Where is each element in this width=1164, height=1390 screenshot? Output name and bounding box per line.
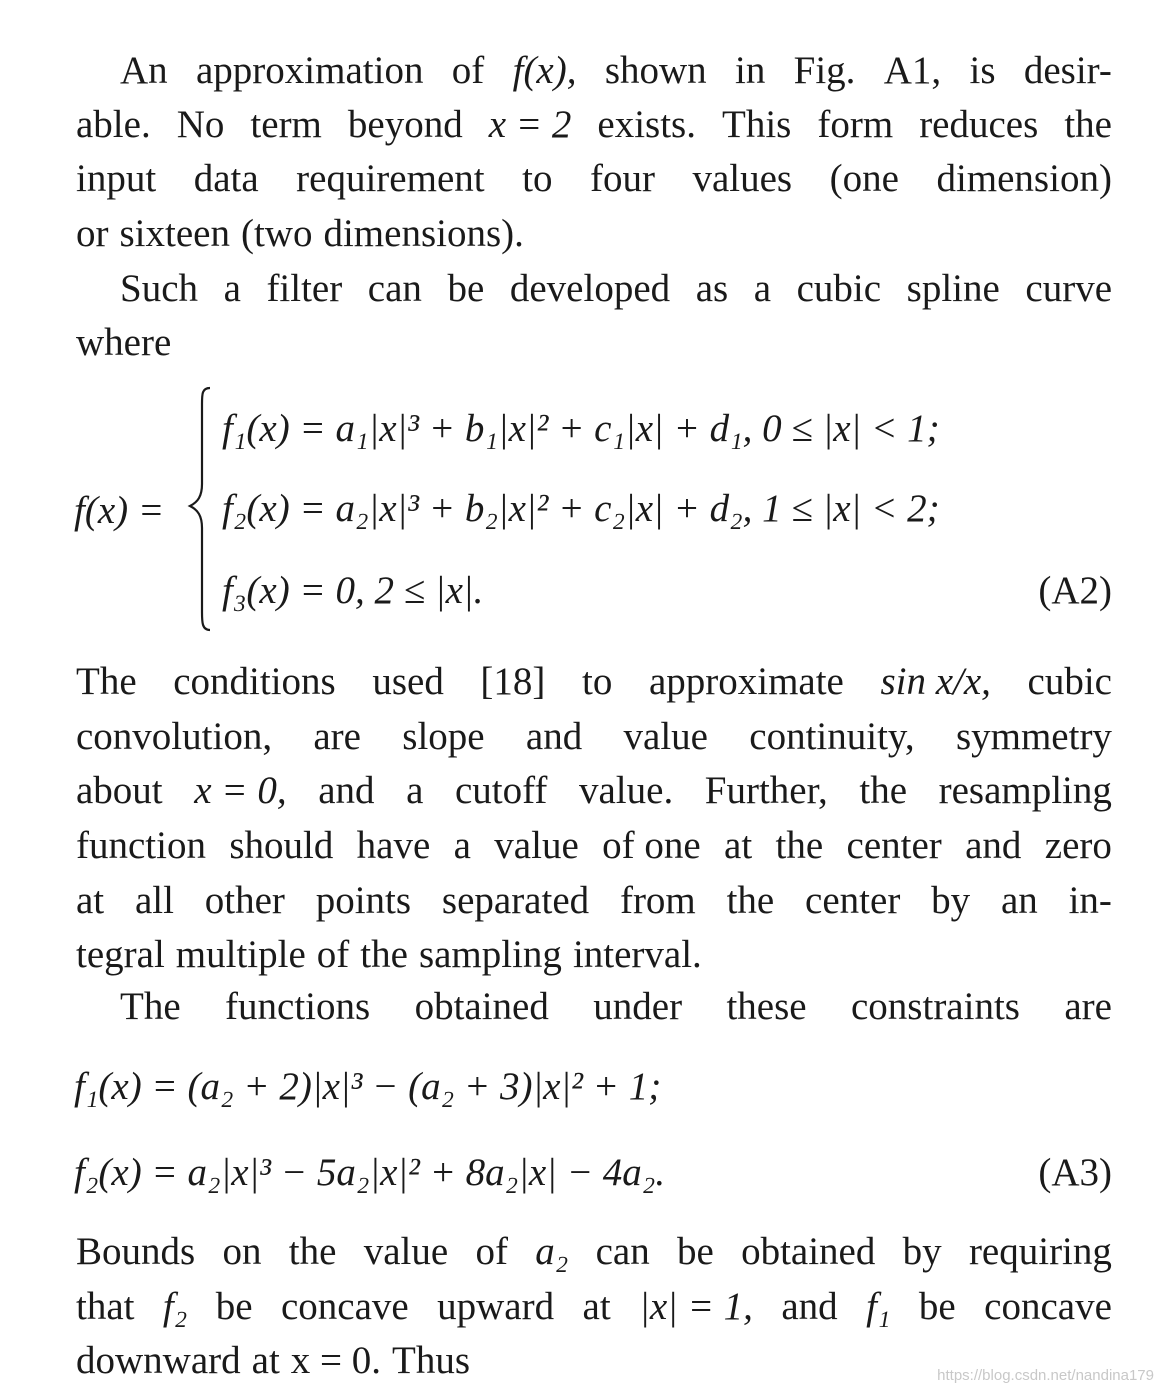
equation-a2-lhs: f(x) = bbox=[74, 489, 165, 532]
paragraph-1-line-1 bbox=[120, 44, 1112, 98]
word: value bbox=[623, 715, 708, 758]
word: sixteen bbox=[119, 212, 230, 255]
paragraph-5-line-2 bbox=[76, 1280, 1112, 1334]
equation-a2-case-1: f₁(x) = a₁|x|³ + b₁|x|² + c₁|x| + d₁, 0 ≤ |x| < 1; bbox=[222, 407, 940, 450]
word: in bbox=[734, 49, 766, 92]
word: should bbox=[229, 824, 334, 867]
paragraph-3-line-3 bbox=[76, 764, 1112, 818]
word: dimensions). bbox=[323, 212, 524, 255]
word: approximate bbox=[648, 660, 844, 703]
word: A1, bbox=[883, 49, 942, 92]
word: The bbox=[76, 660, 137, 703]
word: be bbox=[215, 1285, 253, 1328]
word: (one bbox=[829, 157, 899, 200]
word: the bbox=[288, 1230, 337, 1273]
word: or bbox=[76, 212, 109, 255]
equation-a3-line-1: f₁(x) = (a₂ + 2)|x|³ − (a₂ + 3)|x|² + 1; bbox=[74, 1065, 662, 1108]
word: be bbox=[918, 1285, 956, 1328]
equation-a2-number: (A2) bbox=[1038, 569, 1112, 612]
word: The bbox=[120, 985, 181, 1028]
word: Further, bbox=[704, 769, 828, 812]
word: cutoff bbox=[454, 769, 548, 812]
word: can bbox=[367, 267, 422, 310]
word: input bbox=[76, 157, 157, 200]
watermark: https://blog.csdn.net/nandina179 bbox=[937, 1367, 1154, 1384]
word: of bbox=[451, 49, 485, 92]
word: able. bbox=[76, 103, 151, 146]
paragraph-3-line-6 bbox=[76, 928, 1112, 982]
word: curve bbox=[1025, 267, 1112, 310]
word: be bbox=[447, 267, 485, 310]
paragraph-3-line-2 bbox=[76, 710, 1112, 764]
word: at bbox=[251, 1339, 280, 1382]
word: slope bbox=[402, 715, 485, 758]
word: that bbox=[76, 1285, 135, 1328]
word: This bbox=[722, 103, 792, 146]
word: |x| = 1, bbox=[639, 1285, 753, 1328]
word: of bbox=[475, 1230, 508, 1273]
word: separated bbox=[441, 879, 590, 922]
word: on bbox=[222, 1230, 262, 1273]
word: requiring bbox=[968, 1230, 1112, 1273]
word: tegral bbox=[76, 933, 165, 976]
equation-a2-case-3: f₃(x) = 0, 2 ≤ |x|. bbox=[222, 569, 484, 612]
word: value. bbox=[578, 769, 674, 812]
word: center bbox=[805, 879, 901, 922]
word: multiple bbox=[175, 933, 306, 976]
word: Such bbox=[120, 267, 198, 310]
word: sampling bbox=[418, 933, 562, 976]
word: dimension) bbox=[936, 157, 1112, 200]
word: about bbox=[76, 769, 163, 812]
word: symmetry bbox=[955, 715, 1112, 758]
word: f(x), bbox=[512, 49, 577, 92]
word: spline bbox=[906, 267, 1000, 310]
word: requirement bbox=[296, 157, 485, 200]
word: where bbox=[76, 321, 172, 364]
paragraph-2-line-2 bbox=[76, 316, 1112, 370]
word: a bbox=[753, 267, 772, 310]
word: are bbox=[1064, 985, 1112, 1028]
word: [18] bbox=[480, 660, 546, 703]
word: the bbox=[360, 933, 408, 976]
word: x = 0. bbox=[290, 1339, 382, 1382]
paragraph-3-line-1 bbox=[76, 655, 1112, 709]
word: and bbox=[781, 1285, 838, 1328]
word: these bbox=[726, 985, 807, 1028]
word: An bbox=[120, 49, 168, 92]
word: developed bbox=[509, 267, 671, 310]
word: the bbox=[1064, 103, 1112, 146]
word: x = 2 bbox=[488, 103, 572, 146]
word: all bbox=[134, 879, 174, 922]
word: zero bbox=[1044, 824, 1112, 867]
word: other bbox=[204, 879, 285, 922]
word: an bbox=[1000, 879, 1038, 922]
word: approximation bbox=[196, 49, 424, 92]
word: at bbox=[582, 1285, 611, 1328]
word: center bbox=[846, 824, 942, 867]
paragraph-2-line-1 bbox=[120, 262, 1112, 316]
word: No bbox=[176, 103, 225, 146]
word: values bbox=[692, 157, 793, 200]
word: concave bbox=[280, 1285, 409, 1328]
word: a bbox=[453, 824, 471, 867]
word: the bbox=[859, 769, 908, 812]
word: (two bbox=[240, 212, 313, 255]
word: filter bbox=[266, 267, 343, 310]
word: sin x/x, bbox=[880, 660, 991, 703]
word: have bbox=[356, 824, 431, 867]
word: Thus bbox=[392, 1339, 471, 1382]
word: four bbox=[589, 157, 655, 200]
word: convolution, bbox=[76, 715, 273, 758]
paragraph-1-line-3 bbox=[76, 152, 1112, 206]
word: concave bbox=[984, 1285, 1112, 1328]
word: data bbox=[193, 157, 259, 200]
equation-a3-line-2: f₂(x) = a₂|x|³ − 5a₂|x|² + 8a₂|x| − 4a₂. bbox=[74, 1151, 666, 1194]
word: upward bbox=[437, 1285, 555, 1328]
word: and bbox=[318, 769, 375, 812]
word: the bbox=[726, 879, 775, 922]
word: functions bbox=[225, 985, 371, 1028]
word: value bbox=[494, 824, 579, 867]
word: downward bbox=[76, 1339, 241, 1382]
word: obtained bbox=[741, 1230, 876, 1273]
word: shown bbox=[604, 49, 707, 92]
word: cubic bbox=[796, 267, 882, 310]
word: as bbox=[695, 267, 729, 310]
word: interval. bbox=[572, 933, 702, 976]
paragraph-5-line-1 bbox=[76, 1225, 1112, 1279]
paragraph-4-line-1 bbox=[120, 980, 1112, 1034]
word: by bbox=[931, 879, 971, 922]
word: f₂ bbox=[162, 1285, 188, 1328]
word: conditions bbox=[173, 660, 336, 703]
word: a bbox=[223, 267, 241, 310]
word: under bbox=[593, 985, 683, 1028]
word: at bbox=[76, 879, 105, 922]
word: continuity, bbox=[749, 715, 915, 758]
word: resampling bbox=[938, 769, 1112, 812]
word: in- bbox=[1068, 879, 1112, 922]
word: from bbox=[619, 879, 696, 922]
word: Bounds bbox=[76, 1230, 196, 1273]
paragraph-1-line-4 bbox=[76, 207, 1112, 261]
word: reduces bbox=[919, 103, 1039, 146]
word: Fig. bbox=[793, 49, 856, 92]
word: and bbox=[965, 824, 1022, 867]
paragraph-3-line-4 bbox=[76, 819, 1112, 873]
word: used bbox=[372, 660, 444, 703]
word: beyond bbox=[347, 103, 463, 146]
word: x = 0, bbox=[194, 769, 287, 812]
word: to bbox=[582, 660, 613, 703]
word: of one bbox=[602, 824, 701, 867]
word: to bbox=[522, 157, 553, 200]
equation-a3-number: (A3) bbox=[1038, 1151, 1112, 1194]
word: by bbox=[902, 1230, 942, 1273]
paragraph-3-line-5 bbox=[76, 874, 1112, 928]
paragraph-1-line-2 bbox=[76, 98, 1112, 152]
word: is bbox=[969, 49, 996, 92]
word: a₂ bbox=[535, 1230, 569, 1273]
word: are bbox=[313, 715, 361, 758]
word: of bbox=[316, 933, 350, 976]
word: function bbox=[76, 824, 206, 867]
word: form bbox=[817, 103, 894, 146]
word: term bbox=[250, 103, 322, 146]
word: exists. bbox=[597, 103, 696, 146]
equation-a2-case-2: f₂(x) = a₂|x|³ + b₂|x|² + c₂|x| + d₂, 1 ≤ |x| < 2; bbox=[222, 487, 940, 530]
word: f₁ bbox=[866, 1285, 891, 1328]
word: can bbox=[595, 1230, 650, 1273]
word: and bbox=[525, 715, 583, 758]
word: the bbox=[775, 824, 824, 867]
word: a bbox=[406, 769, 424, 812]
word: desir- bbox=[1023, 49, 1112, 92]
word: cubic bbox=[1027, 660, 1112, 703]
word: constraints bbox=[851, 985, 1020, 1028]
word: obtained bbox=[414, 985, 549, 1028]
word: value bbox=[363, 1230, 449, 1273]
word: at bbox=[724, 824, 753, 867]
word: points bbox=[315, 879, 412, 922]
word: be bbox=[676, 1230, 714, 1273]
left-brace-icon bbox=[158, 384, 214, 634]
